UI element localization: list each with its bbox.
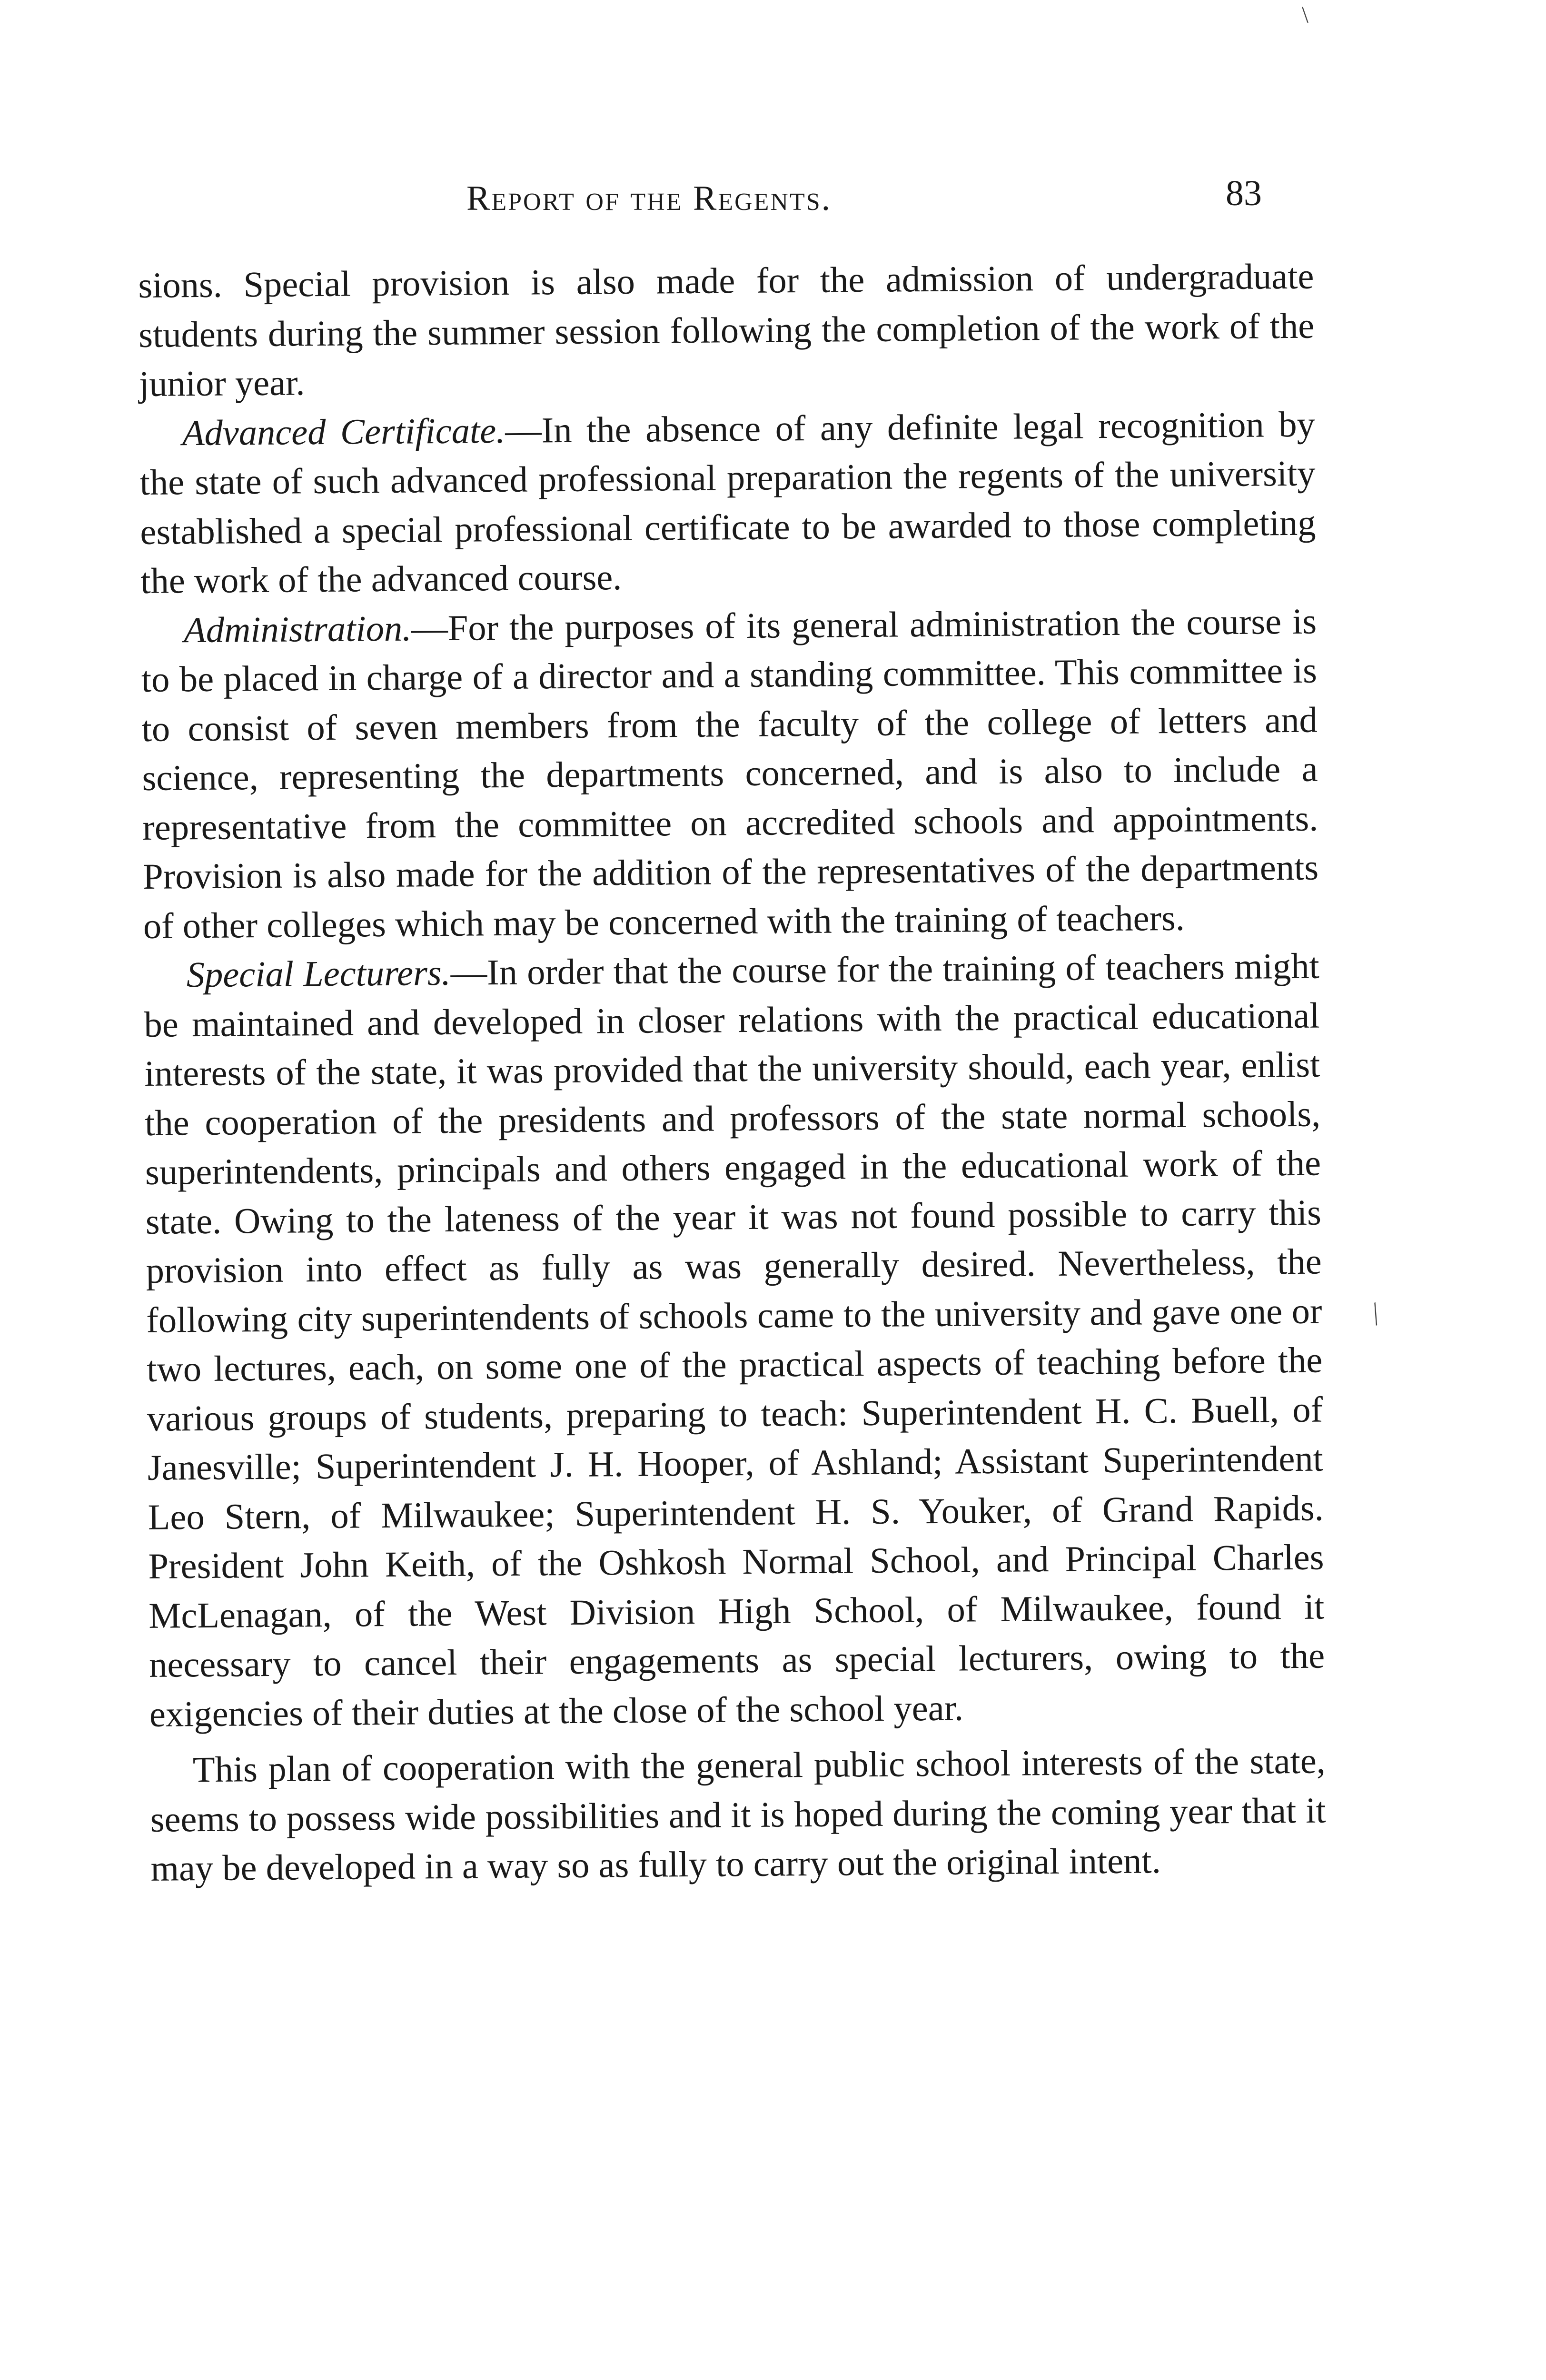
paragraph-advanced-certificate [139, 399, 1316, 605]
section-heading-special-lecturers: Special Lecturers. [186, 952, 451, 995]
paragraph-administration [141, 596, 1319, 951]
paragraph-closing [149, 1736, 1326, 1894]
paragraph-text: sions. Special provision is also made for the admission of undergraduate students during the summer session following the completion of the work of the junior year. [138, 256, 1315, 404]
section-heading-administration: Administration. [183, 608, 412, 650]
paragraph-text: —For the purposes of its general administration the course is to be placed in charge of a director and a standing committee. This committee is to consist of seven members from the faculty of the college of letters and science, representing the departments concerned, and is also to include a representative from the committee on accredited schools and appointments. Provision is also made for the addition of the representatives of the departments of other colleges which may be concerned with the training of teachers. [141, 601, 1319, 946]
paragraph-special-lecturers [143, 942, 1325, 1739]
running-head: Report of the Regents. [466, 179, 832, 218]
paragraph-text: —In the absence of any definite legal recognition by the state of such advanced professional preparation the regents of the university established a special professional certificate to be awarded to those completing the work of the advanced course. [139, 404, 1316, 601]
margin-mark-icon: ⁄ [1363, 1300, 1388, 1328]
paragraph-text: This plan of cooperation with the general public school interests of the state, seems to possess wide possibilities and it is hoped during the coming year that it may be developed in a way so as fully to carry out the original intent. [150, 1740, 1326, 1889]
section-heading-advanced-certificate: Advanced Certificate. [182, 410, 505, 453]
page-number: 83 [1226, 173, 1262, 213]
paragraph-text: —In order that the course for the training of teachers might be maintained and developed in closer relations with the practical educational interests of the state, it was provided that the university should, each year, enlist the cooperation of the presidents and professors of the state normal schools, superintendents, principals and others engaged in the educational work of the state. Owing to the lateness of the year it was not found possible to carry this provision into effect as fully as was generally desired. Nevertheless, the following city superintendents of schools came to the university and gave one or two lectures, each, on some one of the practical aspects of teaching before the various groups of students, preparing to teach: Superintendent H. C. Buell, of Janesville; Superintendent J. H. Hooper, of Ashland; Assistant Superintendent Leo Stern, of Milwaukee; Superintendent H. S. Youker, of Grand Rapids. President John Keith, of the Oshkosh Normal School, and Principal Charles McLenagan, of the West Division High School, of Milwaukee, found it necessary to cancel their engagements as special lecturers, owing to the exigencies of their duties at the close of the school year. [144, 945, 1325, 1735]
corner-mark-icon: \ [1302, 1, 1308, 28]
body-text [138, 252, 1327, 1894]
paragraph-continuation [138, 252, 1315, 409]
